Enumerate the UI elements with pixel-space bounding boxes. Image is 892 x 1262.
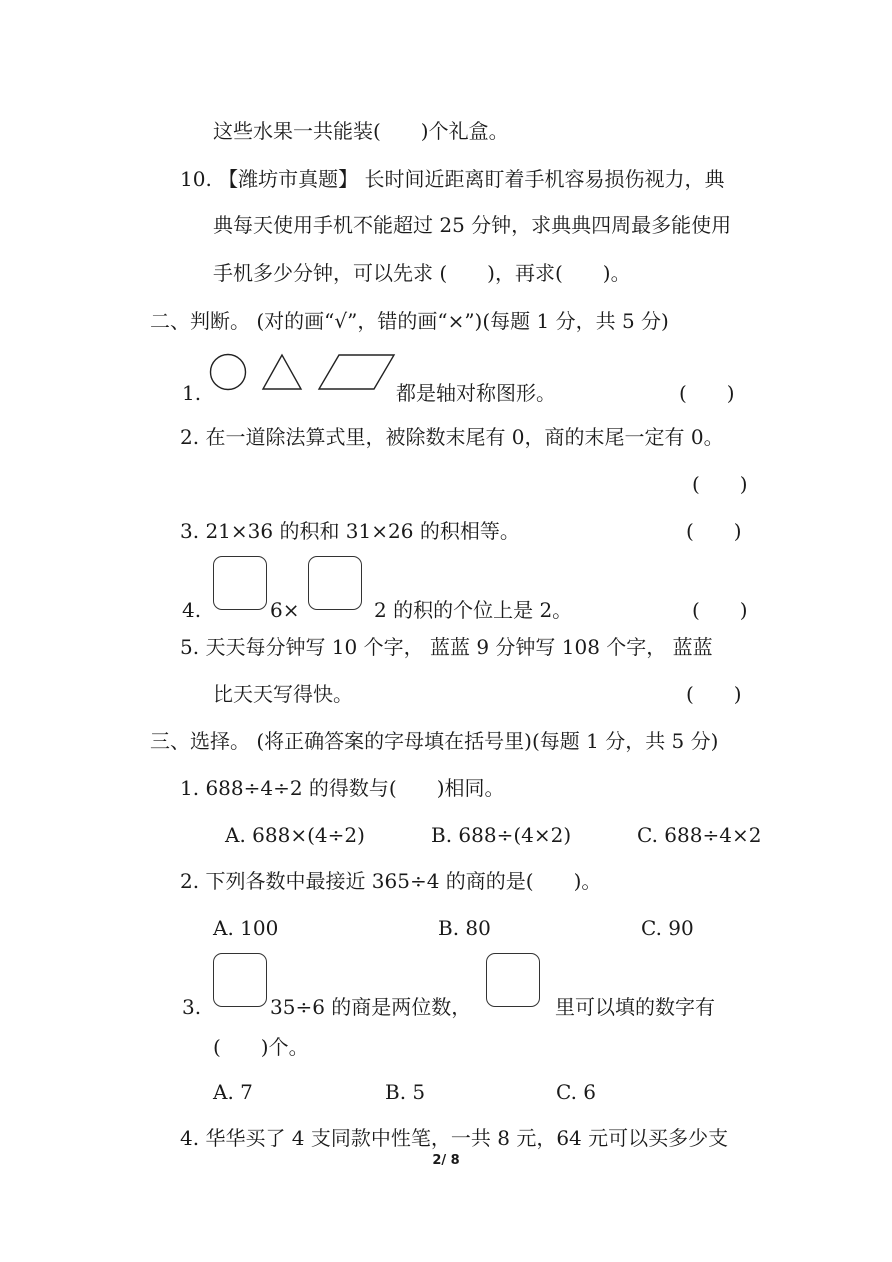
judge-4-number: 4. [182,598,202,622]
judge-5-line-1: 5. 天天每分钟写 10 个字， 蓝蓝 9 分钟写 108 个字， 蓝蓝 [180,635,713,659]
q10-line-2: 典每天使用手机不能超过 25 分钟，求典典四周最多能使用 [213,213,732,237]
blank-box [213,953,267,1007]
blank-box [486,953,540,1007]
blank-box [213,556,267,610]
circle-shape [211,355,246,390]
choice-3-number: 3. [182,995,202,1019]
section-3-heading: 三、选择。 (将正确答案的字母填在括号里)(每题 1 分，共 5 分) [150,729,719,753]
judge-1-text: 都是轴对称图形。 [396,381,556,405]
choice-1-option-a: A. 688×(4÷2) [225,823,365,847]
choice-3-option-a: A. 7 [213,1080,253,1104]
judge-4-text: 2 的积的个位上是 2。 [374,598,573,622]
choice-1-text: 1. 688÷4÷2 的得数与( )相同。 [180,776,505,800]
choice-2-option-c: C. 90 [641,916,694,940]
q9-continuation: 这些水果一共能装( )个礼盒。 [213,119,509,143]
choice-3-option-b: B. 5 [385,1080,426,1104]
shapes-figure [208,352,398,394]
q10-line-1: 10. 【潍坊市真题】 长时间近距离盯着手机容易损伤视力，典 [180,167,725,191]
judge-1-answer: ( ) [679,381,735,405]
choice-3-option-c: C. 6 [556,1080,597,1104]
choice-2-option-a: A. 100 [213,916,279,940]
judge-4-answer: ( ) [692,598,748,622]
parallelogram-shape [319,355,394,389]
judge-3-text: 3. 21×36 的积和 31×26 的积相等。 [180,519,520,543]
section-2-heading: 二、判断。 (对的画“√”，错的画“×”)(每题 1 分，共 5 分) [150,309,669,333]
choice-3-line-2: ( )个。 [213,1035,309,1059]
judge-2-answer: ( ) [692,472,748,496]
choice-1-option-c: C. 688÷4×2 [637,823,762,847]
choice-3-text-end: 里可以填的数字有 [555,995,715,1019]
choice-1-option-b: B. 688÷(4×2) [431,823,572,847]
choice-2-text: 2. 下列各数中最接近 365÷4 的商的是( )。 [180,869,602,893]
triangle-shape [263,355,301,389]
q10-line-3: 手机多少分钟，可以先求 ( )，再求( )。 [213,261,631,285]
judge-5-answer: ( ) [686,682,742,706]
judge-1-number: 1. [182,381,202,405]
blank-box [308,556,362,610]
choice-3-text: 35÷6 的商是两位数， [270,995,472,1019]
page-number: 2/ 8 [432,1153,460,1168]
judge-4-multiply: 6× [270,598,300,622]
choice-2-option-b: B. 80 [438,916,491,940]
judge-5-line-2: 比天天写得快。 [213,682,353,706]
judge-2-text: 2. 在一道除法算式里，被除数末尾有 0，商的末尾一定有 0。 [180,425,724,449]
judge-3-answer: ( ) [686,519,742,543]
choice-4-text: 4. 华华买了 4 支同款中性笔，一共 8 元，64 元可以买多少支 [180,1126,729,1150]
